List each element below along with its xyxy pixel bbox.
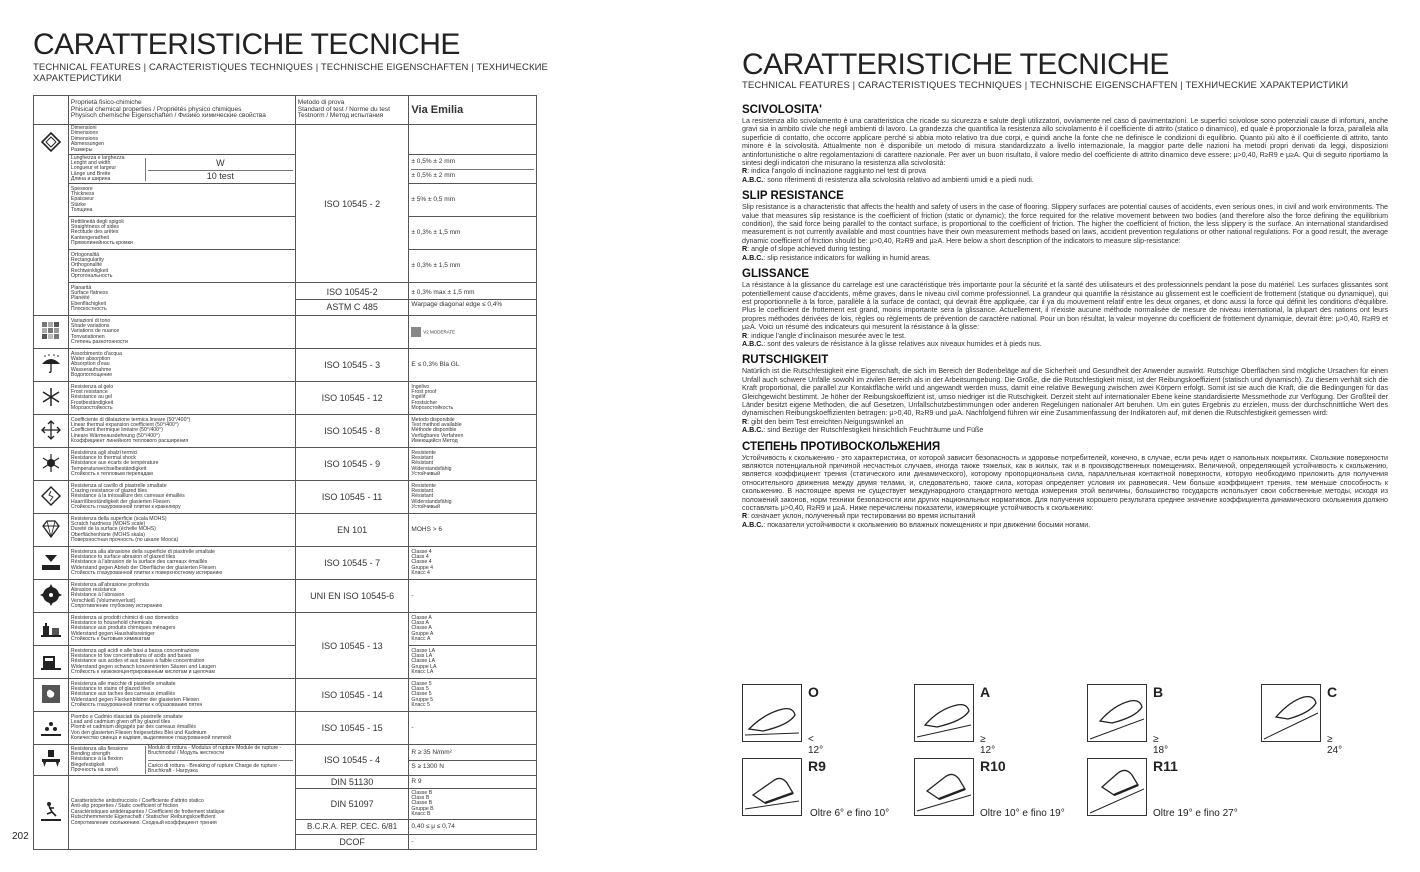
row-craze: Resistenza al cavillo di piastrelle smaltate Crazing resistance of glazed tiles Résistance à la tréssaillure des carreaux émaillés Haarrißbeständigkeit der glasierten Fliesen Стойкость глазурованной плитки к кракелюру ISO 10545 - 11 Resistente Resistant Résistant Widerstandsfähig Устойчивый <box>34 481 537 514</box>
row-acids: Resistenza agli acidi e alle basi a bassa concentrazione Resistance to low concentrations of acids and bases Résistance aux acides et aux bases à faible concentration Widerstand gegen schwach konzentrierten Säuren und Laugen Стойкость к низкоконцентрированным кислотам и щелочам Classe LA Class LA Classe LA Gruppe LA Класс LA <box>34 646 537 679</box>
saw-blade-icon <box>40 584 62 606</box>
header-property: Proprietà fisico-chimiche Phisical chemical properties / Propriétés physico chimiques Physisch chemische Eigenschaften / Физико химические свойства <box>68 96 295 125</box>
section-body: Natürlich ist die Rutschfestigkeit eine Eigenschaft, die sich im Bereich der Bodenbeläge auf die Sicherheit und Gesundheit der Anwender auswirkt. Rutschige Oberflächen sind mögliche Ursachen für einen Unfall auch schwere Unfälle sowohl im zivilen Bereich als in der Arbeitsumgebung. Die Größe, die die Rutschfestigkeit misst, ist der Reibungskoeffizient (statisch und dynamisch). Zu diesem verhält sich die Kraft proportional, die parallel zur Kontaktfläche wirkt und angewandt werden muss, damit eine relative Bewegung zwischen zwei Körpern erfolgt. Somit ist sie auch die Kraft, die die Bedingungen für das Gleichgewicht bestimmt. Je höher der Reibungskoeffizient ist, umso niedriger ist die Rutschigkeit. Derzeit steht auf internationaler Ebene keine standardisierte Messmethode zur Verfügung. Der Großteil der Länder besitzt eigene Methoden, die auf Gesetzen, Unfallschutzbestimmungen oder anderen Regelungen nationaler Art beruhen. Um ein gutes Ergebnis zu erzielen, muss der durchschnittliche Wert des dynamischen Reibungskoeffizienten betragen: μ>0,40, R≥R9 und μ≥A. Nachfolgend führen wir eine Zusammenfassung der Indikatoren auf, mit denen die Rutschfestigkeit gemessen wird: <box>742 367 1388 418</box>
crazing-icon <box>40 485 62 507</box>
left-page <box>0 0 560 872</box>
slip-class-r9: R9 Oltre 6° e fino 10° <box>742 758 802 816</box>
barefoot-ramp-icon <box>1087 684 1147 742</box>
section-heading: SLIP RESISTANCE <box>742 190 844 203</box>
right-subtitle: TECHNICAL FEATURES | CARACTERISTIQUES TECHNIQUES | TECHNISCHE EIGENSCHAFTEN | ТЕХНИЧЕСКИЕ ХАРАКТЕРИСТИКИ <box>742 80 1349 91</box>
section-it: SCIVOLOSITA' La resistenza allo scivolamento è una caratteristica che ricade su sicurezza e salute degli utilizzatori, ovviamente nel caso di pavimentazioni. Le superfici scivolose sono potenziali cause di infortuni, anche gravi sia in ambito civile che negli ambienti di lavoro. La grandezza che quantifica la resistenza allo scivolamento è il coefficiente di attrito (statico o dinamico), ed quale è proporzionale la forza, parallela alla superficie di contatto, che occorre applicare perché si abbia moto relativo tra due corpi, e quindi anche la fonte che ne definisce le condizioni di equilibrio. Quanto più alto è il coefficiente di attrito, tanto minore è la scivolosità. Attualmente non è disponibile un metodo di misura standardizzato a livello internazionale, la maggior parte delle nazioni ha metodi propri derivati da leggi, disposizioni antinfortunistiche o altre regolamentazioni di carattere nazionale. Per aver un buon risultato, il valore medio del coefficiente di attrito dinamico deve essere: μ>0,40, R≥R9 e μ≥A. Qui di seguito riportiamo la sintesi degli indicatori che misurano la resistenza alla scivolosità: R: indica l'angolo di inclinazione raggiunto nel test di prova A.B.C.: sono riferimenti di resistenza alla scivolosità relativo ad ambienti umidi e a piedi nudi. <box>742 104 1392 184</box>
shoe-ramp-icon <box>742 758 802 816</box>
slip-class-c: C ≥ 24° <box>1261 684 1321 742</box>
barefoot-ramp-icon <box>742 684 802 742</box>
section-de: RUTSCHIGKEIT Natürlich ist die Rutschfestigkeit eine Eigenschaft, die sich im Bereich der Bodenbeläge auf die Sicherheit und Gesundheit der Anwender auswirkt. Rutschige Oberflächen sind mögliche Ursachen für einen Unfall auch schwere Unfälle sowohl im zivilen Bereich als in der Arbeitsumgebung. Die Größe, die die Rutschfestigkeit misst, ist der Reibungskoeffizient (statisch und dynamisch). Zu diesem verhält sich die Kraft proportional, die parallel zur Kontaktfläche wirkt und angewandt werden muss, damit eine relative Bewegung zwischen zwei Körpern erfolgt. Somit ist sie auch die Kraft, die die Bedingungen für das Gleichgewicht bestimmt. Je höher der Reibungskoeffizient ist, umso niedriger ist die Rutschigkeit. Derzeit steht auf internationaler Ebene keine standardisierte Messmethode zur Verfügung. Der Großteil der Länder besitzt eigene Methoden, die auf Gesetzen, Unfallschutzbestimmungen oder anderen Regelungen nationaler Art beruhen. Um ein gutes Ergebnis zu erzielen, muss der durchschnittliche Wert des dynamischen Reibungskoeffizienten betragen: μ>0,40, R≥R9 und μ≥A. Nachfolgend führen wir eine Zusammenfassung der Indikatoren auf, mit denen die Rutschfestigkeit gemessen wird: R: gibt den beim Test erreichten Neigungswinkel an A.B.C.: sind Bezüge der Rutschfestigkeit hinsichtlich Feuchträume und Füße <box>742 354 1392 434</box>
slip-info <box>742 98 1392 529</box>
section-en: SLIP RESISTANCE Slip resistance is a characteristic that affects the health and safety of users in the case of flooring. Slippery surfaces are potential causes of accidents, even serious ones, in civil and work environments. The value that measures slip resistance is the coefficient of friction (static or dynamic); the force required for the relative movement between two bodies (and therefore also the force defining the equilibrium condition), the said force being parallel to the contact surface, is proportional to the coefficient of friction. The higher the coefficient of friction, the less slippery is the surface. An international standardised measurement is not currently available and most countries have their own measurement methods based on laws, accident prevention regulations or other national regulations. For a good result, the average dynamic coefficient of friction should be: μ>0,40, R≥R9 and μ≥A. Here below a short description of the indicators to measure slip-resistance: R: angle of slope achieved during testing A.B.C.: slip resistance indicators for walking in humid areas. <box>742 190 1392 262</box>
slip-class-a: A ≥ 12° <box>914 684 974 742</box>
slip-class-b: B ≥ 18° <box>1087 684 1147 742</box>
row-stains: Resistenza alle macchie di piastrelle smaltate Resistance to stains of glazed tiles Résistance aux taches des carreaux émaillés Widerstand gegen Fleckenbildner der glasierten Fliesen Стойкость глазурованной плитки к образованию пятен ISO 10545 - 14 Classe 5 Class 5 Classe 5 Gruppe 5 Класс 5 <box>34 679 537 712</box>
row-frost: Resistenza al gelo Frost resistance Résistance au gel Frostbeständigkeit Морозостойкость ISO 10545 - 12 Ingelivo Frost proof Ingélif Frostsicher Морозостойкость <box>34 382 537 415</box>
row-straightness: Rettilineità degli spigoli Straightness of sides Rectitude des arêtes Kantengeradheit Прямолинейность кромки ± 0,3% ± 1,5 mm <box>34 217 537 250</box>
left-subtitle: TECHNICAL FEATURES | CARACTERISTIQUES TECHNIQUES | TECHNISCHE EIGENSCHAFTEN | ТЕХНИЧЕСКИЕ ХАРАКТЕРИСТИКИ <box>33 62 548 84</box>
slip-class-o: O < 12° <box>742 684 802 742</box>
tile-dimension-icon <box>40 131 62 153</box>
row-slip-din51097: DIN 51097 Classe B Class B Classe B Gruppe B Класс B <box>34 789 537 820</box>
row-slip-dcof: DCOF - <box>34 835 537 850</box>
header-method: Metodo di prova Standard of test / Norme du test Testnorm / Метод испытания <box>295 96 409 125</box>
row-slip-din51130: Caratteristiche antisdrucciolo / Coefficiente d'attrito statico Anti-slip properties / Static coefficient of friction Caractéristiques antidérapantes / Coefficient de frottement statique Rutschhemmende Eigenschaft / Statischer Reibungskoeffizient Сопротивление скольжению. Сходный коэффициент трения DIN 51130 R 9 <box>34 776 537 789</box>
section-heading: SCIVOLOSITA' <box>742 104 822 116</box>
header-product: Via Emilia <box>409 96 537 125</box>
right-title: CARATTERISTICHE TECNICHE <box>742 48 1169 81</box>
barefoot-ramp-icon <box>914 684 974 742</box>
section-body: La résistance à la glissance du carrelage est une caractéristique très importante pour la sécurité et la santé des utilisateurs et des professionnels pendant la pose du matériel. Les surfaces glissantes sont potentiellement cause d'accidents, même graves, dans le niveau civil comme professionnel. La grandeur qui quantifie la résistance au glissement est le coefficient de frottement (statique ou dynamique), qui est proportionnelle à la force, parallèle à la surface de contact, qui devrait être appliquée, car il ya du mouvement relatif entre les deux organes, et donc aussi la force qui définit les conditions d'équilibre. Plus le coefficient de frottement est grand, moins importante sera la glissance. Actuellement, il n'existe aucune méthode normalisée de mesure de niveau international, la plupart des nations ont leurs propres méthodes dérivées de lois, règles ou règlements de prévention de caractère national. Pour un bon résultat, la valeur moyenne du coefficient de frottement dynamique, devrait être: μ>0,40, R≥R9 et μ≥A. Voici un résumé des indicateurs qui mesurent la résistance à la glisse: <box>742 281 1388 332</box>
row-thermal: Coefficiente di dilatazione termica lineare (50°/400°) Linear thermal expansion coefficient (50°/400°) Coefficient thermique linéaire (50°/400°) Lineare Wärmeausdehnung (50°/400°) Коэффициент линейного теплового расширения ISO 10545 - 8 Metodo disponibile Test method available Méthode disponible Verfügbares Verfahren Имеющийся Метод <box>34 415 537 448</box>
section-fr: GLISSANCE La résistance à la glissance du carrelage est une caractéristique très importante pour la sécurité et la santé des utilisateurs et des professionnels pendant la pose du matériel. Les surfaces glissantes sont potentiellement cause d'accidents, même graves, dans le niveau civil comme professionnel. La grandeur qui quantifie la résistance au glissement est le coefficient de frottement (statique ou dynamique), qui est proportionnelle à la force, parallèle à la surface de contact, qui devrait être appliquée, car il ya du mouvement relatif entre les deux organes, et donc aussi la force qui définit les conditions d'équilibre. Plus le coefficient de frottement est grand, moins importante sera la glissance. Actuellement, il n'existe aucune méthode normalisée de mesure de niveau international, la plupart des nations ont leurs propres méthodes dérivées de lois, règles ou règlements de prévention de caractère national. Pour un bon résultat, la valeur moyenne du coefficient de frottement dynamique, devrait être: μ>0,40, R≥R9 et μ≥A. Voici un résumé des indicateurs qui mesurent la résistance à la glisse: R: indique l'angle d'inclinaison mesurée avec le test. A.B.C.: sont des valeurs de résistance à la glisse relatives aux niveaux humides et à pieds nus. <box>742 268 1392 348</box>
page-number: 202 <box>12 831 29 842</box>
surface-abrasion-icon <box>40 551 62 573</box>
section-heading: СТЕПЕНЬ ПРОТИВОСКОЛЬЖЕНИЯ <box>742 440 941 453</box>
shade-class-icon <box>411 327 421 337</box>
row-thickness: Spessore Thickness Epaisseur Stärke Толщина ± 5% ± 0,5 mm <box>34 184 537 217</box>
slip-class-r11: R11 Oltre 19° e fino 27° <box>1087 758 1147 816</box>
table-header <box>34 96 537 125</box>
section-body: La resistenza allo scivolamento è una caratteristica che ricade su sicurezza e salute degli utilizzatori, ovviamente nel caso di pavimentazioni. Le superfici scivolose sono potenziali cause di infortuni, anche gravi sia in ambito civile che negli ambienti di lavoro. La grandezza che quantifica la resistenza allo scivolamento è il coefficiente di attrito (statico o dinamico), ed quale è proporzionale la forza, parallela alla superficie di contatto, che occorre applicare perché si abbia moto relativo tra due corpi, e quindi anche la fonte che ne definisce le condizioni di equilibrio. Quanto più alto è il coefficiente di attrito, tanto minore è la scivolosità. Attualmente non è disponibile un metodo di misura standardizzato a livello internazionale, la maggior parte delle nazioni ha metodi propri derivati da leggi, disposizioni antinfortunistiche o altre regolamentazioni di carattere nazionale. Per aver un buon risultato, il valore medio del coefficiente di attrito dinamico deve essere: μ>0,40, R≥R9 e μ≥A. Qui di seguito riportiamo la sintesi degli indicatori che misurano la resistenza alla scivolosità: <box>742 117 1388 168</box>
row-slip-bcra: B.C.R.A. REP. CEC. 6/81 0,40 ≤ μ ≤ 0,74 <box>34 820 537 835</box>
row-deep-abrasion: Resistenza all'abrasione profonda Abrasion resistance Résistance à l'abrasion Verschleiß (Volumenverlust) Сопротивление глубокому истиранию UNI EN ISO 10545-6 - <box>34 580 537 613</box>
row-shock: Resistenza agli sbalzi termici Resistance to thermal shock Résistance aux écarts de température Temperaturwechselbeständigkeit Стойкость к тепловым перепадам ISO 10545 - 9 Resistente Resistant Résistant Widerstandsfähig Устойчивый <box>34 448 537 481</box>
row-water: Assorbimento d'acqua Water absorption Absorption d'eau Wasseraufnahme Водопоглощение ISO 10545 - 3 E ≤ 0,3% Bla GL <box>34 349 537 382</box>
row-flatness: Planarità Surface flatness Planéité Ebenflächigkeit Плоскостность ISO 10545-2 ASTM C 485 ± 0,3% max ± 1,5 mm Warpage diagonal edge ≤ 0,4% <box>34 283 537 316</box>
row-orthogonality: Ortogonalità Rectangularity Orthogonalité Rechtwinkligkeit Ортогональность ± 0,3% ± 1,5 mm <box>34 250 537 283</box>
barefoot-ramp-icon <box>1261 684 1321 742</box>
slip-class-r10: R10 Oltre 10° e fino 19° <box>914 758 974 816</box>
method-dimensions: ISO 10545 - 2 <box>295 125 409 283</box>
shoe-ramp-icon <box>1087 758 1147 816</box>
row-dimensions: Dimensioni Dimensions Dimensions Abmessungen Размеры ISO 10545 - 2 <box>34 125 537 155</box>
expansion-arrows-icon <box>40 419 62 441</box>
shade-variation-icon <box>40 320 62 342</box>
row-shade: Variazioni di tono Shade variations Variations de nuance Tonvariationen Степень разнотонности V2 MODERATE <box>34 316 537 349</box>
row-abrasion: Resistenza alla abrasione della superficie di piastrelle smaltate Resistance to surface abrasion of glazed tiles Résistance à l'abrasion de la surface des carreaux émaillés Widerstand gegen Abrieb der Oberfläche der glasierten Fliesen Стойкость глазурованной плитки к поверхностному истиранию ISO 10545 - 7 Classe 4 Class 4 Classe 4 Gruppe 4 Класс 4 <box>34 547 537 580</box>
left-title: CARATTERISTICHE TECNICHE <box>33 28 460 61</box>
row-mohs: Resistenza della superficie (scala MOHS) Scratch hardness (MOHS scale) Dureté de la surface (échelle MOHS) Oberflächenhärte (MOHS skala) Поверхностная прочность (по шкале Мооса) EN 101 MOHS > 6 <box>34 514 537 547</box>
section-body: Устойчивость к скольжению - это характеристика, от которой зависит безопасность и здоровье потребителей, конечно, в случае, если речь идет о напольных покрытиях. Скользкие поверхности являются потенциальной причиной несчастных случаев, иногда также тяжелых, как в жилых, так и в производственных помещениях. Величиной, определяющей устойчивость к скольжению, является коэффициент трения (статического или динамического), которому пропорциональна сила, параллельная контактной поверхности, которую необходимо приложить для получения относительного движения между двумя телами, и, следовательно, также сила, которая определяет условия их равновесия. Чем больше коэффициент трения, тем меньше способность к скольжению. В настоящее время не существует международного стандартного метода измерения этой величины, большинство государств использует свои собственные методы, исходя из положений законов, норм техники безопасности или других национальных нормативов. Для получения хорошего результата среднее значение коэффициента динамического скольжения должно составлять μ>0,40, R≥R9 и μ≥A. Ниже перечислены показатели, измеряющие устойчивость к скольжению: <box>742 453 1388 513</box>
umbrella-icon <box>40 353 62 375</box>
row-lead-cadmium: Piombo e Cadmio rilasciati da piastrelle smaltate Lead and cadmium given off by glazed tiles Plomb et cadmium dégagés par des carreaux émaillés Von den glasierten Fliesen freigesetztes Blei und Kadmium Количество свинца и кадмия, выделяемое глазурованной плиткой ISO 10545 - 15 - <box>34 712 537 745</box>
row-bending: Resistenza alla flessione Bending strength Résistance à la flexion Biegefestigkeit Прочность на изгиб Modulo di rottura - Modulus of rupture Module de rupture - Bruchmodul / Модуль жесткости Carico di rottura - Breaking of rupture Charge de rupture - Bruchkraft - Нагрузка ISO 10545 - 4 R ≥ 35 N/mm² S ≥ 1300 N <box>34 745 537 776</box>
row-length: Lunghezza e larghezza Lenght and width Longueur et largeur Länge und Breite Длина и ширина W 10 test ± 0,5% ± 2 mm ± 0,5% ± 2 mm <box>34 155 537 184</box>
section-heading: RUTSCHIGKEIT <box>742 354 829 367</box>
spec-table <box>33 95 537 850</box>
section-heading: GLISSANCE <box>742 268 810 281</box>
chemical-bottle-icon <box>40 617 62 639</box>
acid-drop-icon <box>40 650 62 672</box>
shoe-ramp-icon <box>914 758 974 816</box>
row-household-chemicals: Resistenza ai prodotti chimici di uso domestico Resistance to household chemicals Résistance aux produits chimiques ménagers Widerstand gegen Haushaltsreiniger Стойкость к бытовым химикатам ISO 10545 - 13 Classe A Class A Classe A Gruppe A Класс A <box>34 613 537 646</box>
stain-icon <box>40 683 62 705</box>
section-body: Slip resistance is a characteristic that affects the health and safety of users in the case of flooring. Slippery surfaces are potential causes of accidents, even serious ones, in civil and work environments. The value that measures slip resistance is the coefficient of friction (static or dynamic); the force required for the relative movement between two bodies (and therefore also the force defining the equilibrium condition), the said force being parallel to the contact surface, is proportional to the coefficient of friction. The higher the coefficient of friction, the less slippery is the surface. An international standardised measurement is not currently available and most countries have their own measurement methods based on laws, accident prevention regulations or other national regulations. For a good result, the average dynamic coefficient of friction should be: μ>0,40, R≥R9 and μ≥A. Here below a short description of the indicators to measure slip-resistance: <box>742 203 1388 245</box>
section-ru: СТЕПЕНЬ ПРОТИВОСКОЛЬЖЕНИЯ Устойчивость к скольжению - это характеристика, от которой зависит безопасность и здоровье потребителей, конечно, в случае, если речь идет о напольных покрытиях. Скользкие поверхности являются потенциальной причиной несчастных случаев, иногда также тяжелых, как в жилых, так и в производственных помещениях. Величиной, определяющей устойчивость к скольжению, является коэффициент трения (статического или динамического), которому пропорциональна сила, параллельная контактной поверхности, которую необходимо приложить для получения относительного движения между двумя телами, и, следовательно, также сила, которая определяет условия их равновесия. Чем больше коэффициент трения, тем меньше способность к скольжению. В настоящее время не существует международного стандартного метода измерения этой величины, большинство государств использует свои собственные методы, исходя из положений законов, норм техники безопасности или других национальных нормативов. Для получения хорошего результата среднее значение коэффициента динамического скольжения должно составлять μ>0,40, R≥R9 и μ≥A. Ниже перечислены показатели, измеряющие устойчивость к скольжению: R: означает уклон, полученный при тестировании во время испытаний A.B.C.: показатели устойчивости к скольжению во влажных помещениях и при движении босыми ногами. <box>742 441 1392 530</box>
diamond-icon <box>40 518 62 540</box>
snowflake-icon <box>40 386 62 408</box>
slipping-person-icon <box>40 800 62 822</box>
thermal-shock-icon <box>40 452 62 474</box>
toxic-icon <box>40 716 62 738</box>
bending-weight-icon <box>40 748 62 770</box>
right-page <box>720 0 1420 872</box>
